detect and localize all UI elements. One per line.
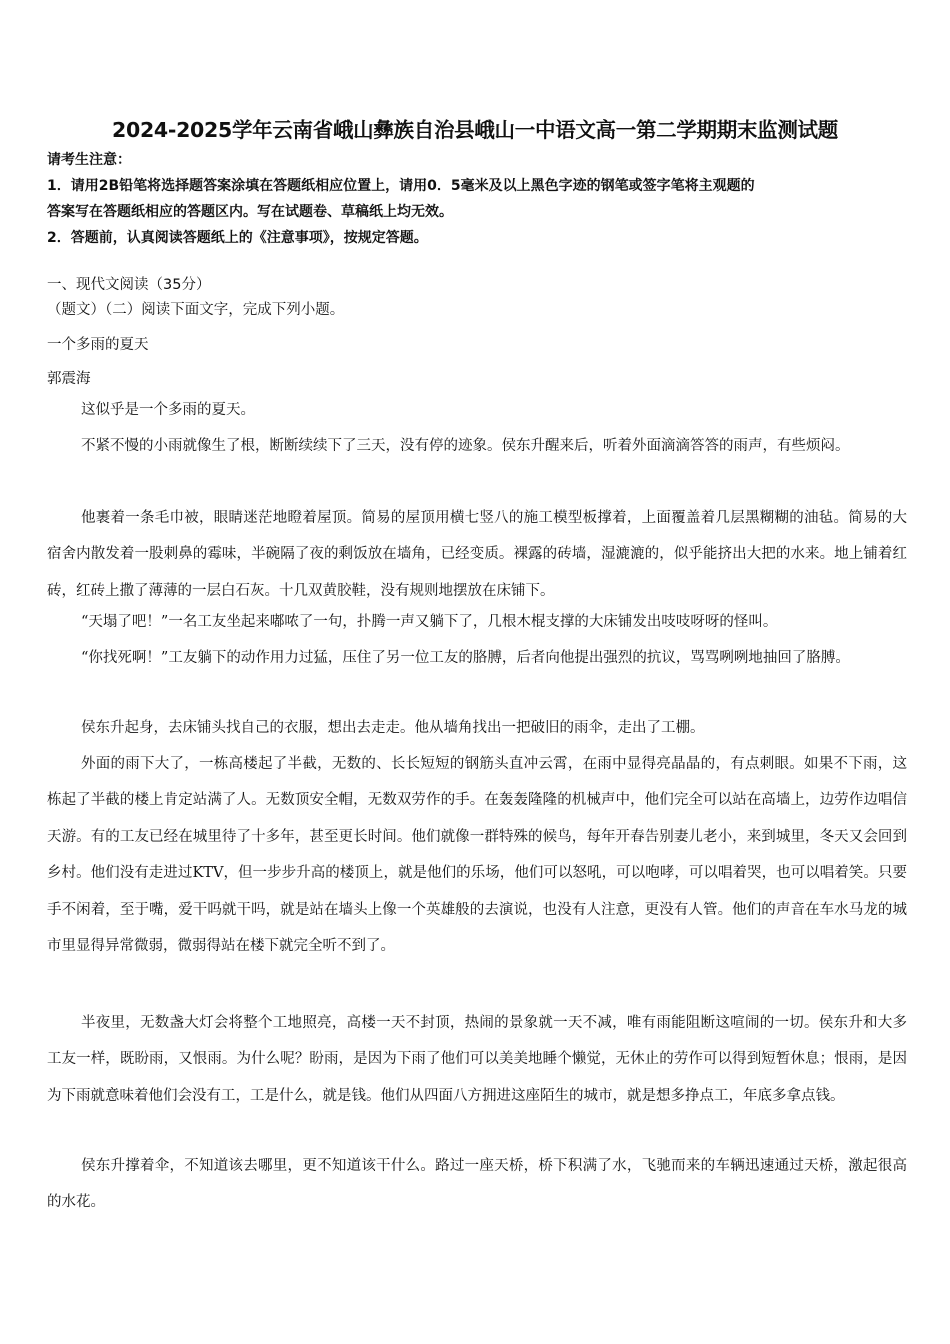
reading-instruction: （题文）（二）阅读下面文字，完成下列小题。 <box>47 302 345 318</box>
paragraph-1: 这似乎是一个多雨的夏天。 <box>81 402 255 418</box>
notice-item-2: 2．答题前，认真阅读答题纸上的《注意事项》，按规定答题。 <box>47 230 428 246</box>
paragraph-2: 不紧不慢的小雨就像生了根，断断续续下了三天，没有停的迹象。侯东升醒来后，听着外面滴滴答答的雨声，有些烦闷。 <box>81 438 850 454</box>
notice-item-1-line-1: 1．请用2B铅笔将选择题答案涂填在答题纸相应位置上，请用0．5毫米及以上黑色字迹的钢笔或签字笔将主观题的 <box>47 178 755 194</box>
paragraph-5: “你找死啊！”工友躺下的动作用力过猛，压住了另一位工友的胳膊，后者向他提出强烈的抗议，骂骂咧咧地抽回了胳膊。 <box>81 650 850 666</box>
paragraph-8: 半夜里，无数盏大灯会将整个工地照亮，高楼一天不封顶，热闹的景象就一天不减，唯有雨能阻断这喧闹的一切。侯东升和大多工友一样，既盼雨，又恨雨。为什么呢？盼雨，是因为下雨了他们可以美美地睡个懒觉，无休止的劳作可以得到短暂休息；恨雨，是因为下雨就意味着他们会没有工，工是什么，就是钱。他们从四面八方拥进这座陌生的城市，就是想多挣点工，年底多拿点钱。 <box>47 1015 907 1104</box>
paragraph-3: 他裹着一条毛巾被，眼睛迷茫地瞪着屋顶。简易的屋顶用横七竖八的施工模型板撑着，上面覆盖着几层黑糊糊的油毡。简易的大宿舍内散发着一股刺鼻的霉味，半碗隔了夜的剩饭放在墙角，已经变质。裸露的砖墙，湿漉漉的，似乎能挤出大把的水来。地上铺着红砖，红砖上撒了薄薄的一层白石灰。十几双黄胶鞋，没有规则地摆放在床铺下。 <box>47 510 907 599</box>
paragraph-6: 侯东升起身，去床铺头找自己的衣服，想出去走走。他从墙角找出一把破旧的雨伞，走出了工棚。 <box>81 720 705 736</box>
article-title: 一个多雨的夏天 <box>47 337 149 353</box>
article-author: 郭震海 <box>47 371 91 387</box>
paragraph-4: “天塌了吧！”一名工友坐起来嘟哝了一句，扑腾一声又躺下了，几根木棍支撑的大床铺发出吱吱呀呀的怪叫。 <box>81 614 778 630</box>
notice-heading: 请考生注意： <box>47 152 131 168</box>
section-heading: 一、现代文阅读（35分） <box>47 277 211 293</box>
exam-title: 2024-2025学年云南省峨山彝族自治县峨山一中语文高一第二学期期末监测试题 <box>112 118 838 142</box>
notice-item-1-line-2: 答案写在答题纸相应的答题区内。写在试题卷、草稿纸上均无效。 <box>47 204 453 220</box>
paragraph-7: 外面的雨下大了，一栋高楼起了半截，无数的、长长短短的钢筋头直冲云霄，在雨中显得亮晶晶的，有点刺眼。如果不下雨，这栋起了半截的楼上肯定站满了人。无数顶安全帽，无数双劳作的手。在轰轰隆隆的机械声中，他们完全可以站在高墙上，边劳作边唱信天游。有的工友已经在城里待了十多年，甚至更长时间。他们就像一群特殊的候鸟，每年开春告别妻儿老小，来到城里，冬天又会回到乡村。他们没有走进过KTV，但一步步升高的楼顶上，就是他们的乐场，他们可以怒吼，可以咆哮，可以唱着哭，也可以唱着笑。只要手不闲着，至于嘴，爱干吗就干吗，就是站在墙头上像一个英雄般的去演说，也没有人注意，更没有人管。他们的声音在车水马龙的城市里显得异常微弱，微弱得站在楼下就完全听不到了。 <box>47 756 907 955</box>
paragraph-9: 侯东升撑着伞，不知道该去哪里，更不知道该干什么。路过一座天桥，桥下积满了水，飞驰而来的车辆迅速通过天桥，激起很高的水花。 <box>47 1158 907 1211</box>
